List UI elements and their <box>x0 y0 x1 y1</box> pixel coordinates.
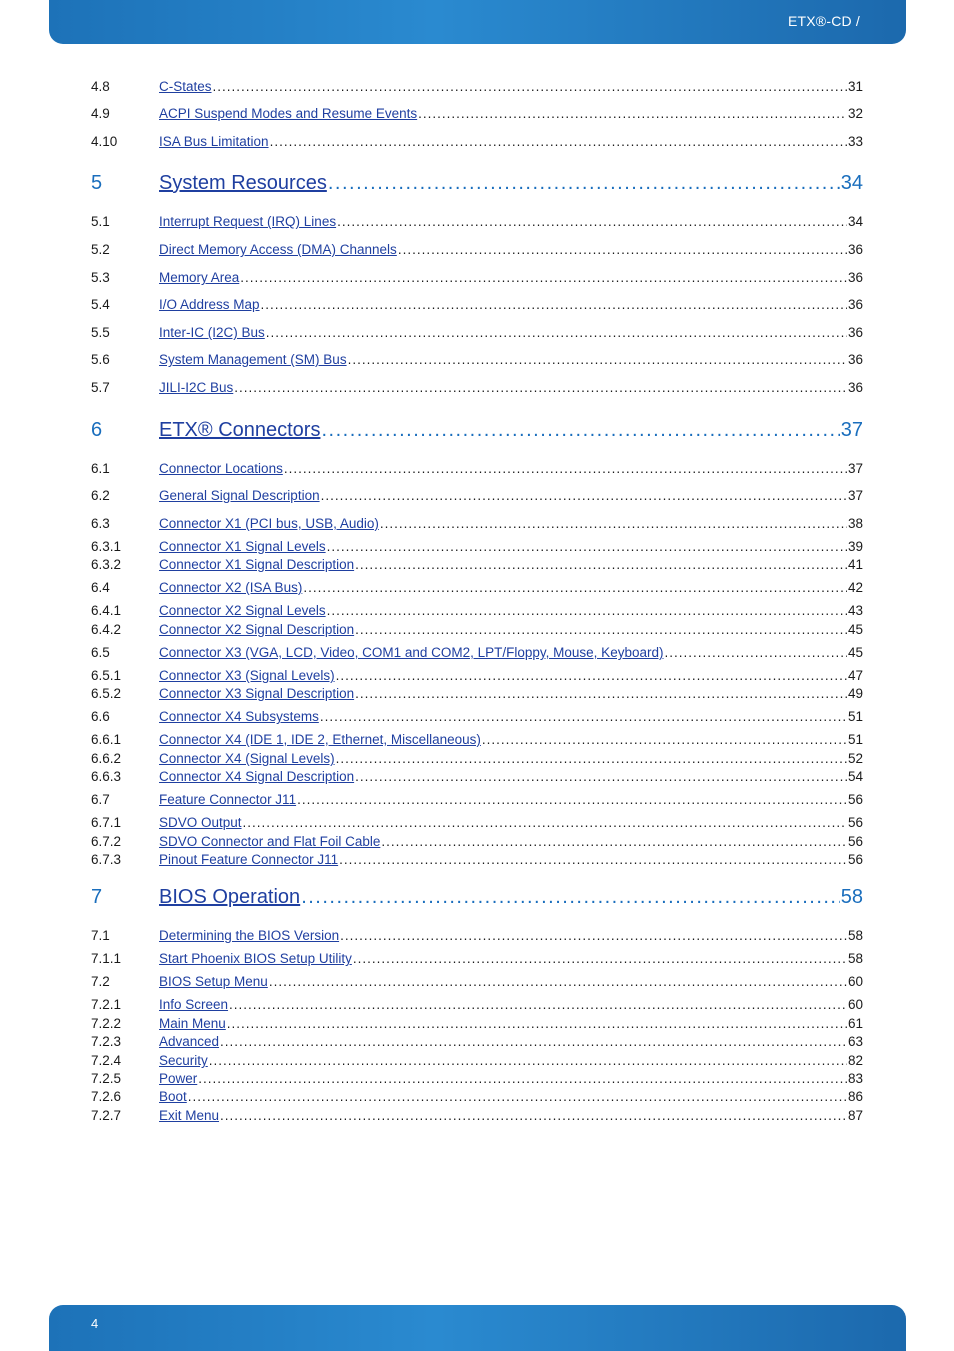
dot-leader <box>261 297 847 313</box>
toc-entry-page: 43 <box>847 603 863 618</box>
toc-entry[interactable] <box>91 603 863 619</box>
toc-entry-number: 4.9 <box>91 106 110 121</box>
dot-leader <box>380 516 847 532</box>
toc-entry[interactable] <box>91 325 863 341</box>
toc-entry-number: 6.7.1 <box>91 815 122 830</box>
toc-entry[interactable] <box>91 418 863 442</box>
toc-entry-page: 49 <box>847 686 863 701</box>
toc-entry-number: 5.6 <box>91 352 110 367</box>
toc-entry[interactable] <box>91 645 863 661</box>
toc-entry-link[interactable]: I/O Address Map <box>159 297 260 312</box>
toc-entry-page: 31 <box>847 79 863 94</box>
toc-entry[interactable] <box>91 709 863 725</box>
dot-leader <box>321 488 847 504</box>
toc-entry-link[interactable]: Pinout Feature Connector J11 <box>159 852 339 867</box>
dot-leader <box>213 79 847 95</box>
toc-entry-link[interactable]: Advanced <box>159 1034 220 1049</box>
toc-entry-link[interactable]: Connector X4 (IDE 1, IDE 2, Ethernet, Miscellaneous) <box>159 732 481 747</box>
toc-entry-page: 47 <box>847 668 863 683</box>
toc-entry[interactable] <box>91 270 863 286</box>
toc-entry-page: 34 <box>847 214 863 229</box>
toc-entry[interactable] <box>91 668 863 684</box>
toc-entry-page: 86 <box>847 1089 863 1104</box>
toc-entry[interactable] <box>91 1053 863 1069</box>
toc-entry-link[interactable]: ACPI Suspend Modes and Resume Events <box>159 106 418 121</box>
toc-entry[interactable] <box>91 539 863 555</box>
toc-entry-page: 37 <box>840 419 863 441</box>
toc-entry-number: 6.4 <box>91 580 110 595</box>
toc-entry[interactable] <box>91 171 863 195</box>
dot-leader <box>664 645 846 661</box>
toc-entry-number: 6.3.1 <box>91 539 122 554</box>
toc-entry-link[interactable]: System Management (SM) Bus <box>159 352 347 367</box>
toc-entry[interactable] <box>91 1071 863 1087</box>
toc-entry-page: 37 <box>847 461 863 476</box>
toc-entry-link[interactable]: Connector Locations <box>159 461 283 476</box>
dot-leader <box>327 539 847 555</box>
toc-entry-number: 7.2.3 <box>91 1034 122 1049</box>
toc-entry[interactable] <box>91 769 863 785</box>
toc-entry-link[interactable]: Connector X4 (Signal Levels) <box>159 751 335 766</box>
toc-entry-page: 36 <box>847 270 863 285</box>
toc-entry[interactable] <box>91 352 863 368</box>
dot-leader <box>243 815 847 831</box>
toc-entry-number: 6 <box>91 419 103 441</box>
toc-entry[interactable] <box>91 580 863 596</box>
toc-entry[interactable] <box>91 792 863 808</box>
toc-entry-page: 60 <box>847 997 863 1012</box>
toc-entry-page: 36 <box>847 325 863 340</box>
toc-entry-link[interactable]: Security <box>159 1053 208 1068</box>
toc-entry-page: 56 <box>847 852 863 867</box>
toc-entry[interactable] <box>91 106 863 122</box>
dot-leader <box>297 792 847 808</box>
toc-entry-link[interactable]: Info Screen <box>159 997 229 1012</box>
toc-entry-link[interactable]: General Signal Description <box>159 488 320 503</box>
toc-entry[interactable] <box>91 885 863 909</box>
page-number: 4 <box>91 1316 99 1331</box>
toc-entry-number: 4.10 <box>91 134 118 149</box>
toc-entry[interactable] <box>91 852 863 868</box>
toc-entry-number: 6.6 <box>91 709 110 724</box>
toc-entry-link[interactable]: Determining the BIOS Version <box>159 928 340 943</box>
toc-entry[interactable] <box>91 834 863 850</box>
toc-entry-page: 87 <box>847 1108 863 1123</box>
toc-entry[interactable] <box>91 516 863 532</box>
toc-entry-link[interactable]: JILI-I2C Bus <box>159 380 234 395</box>
toc-entry-number: 6.7.2 <box>91 834 122 849</box>
toc-entry[interactable] <box>91 951 863 967</box>
toc-entry-link[interactable]: C-States <box>159 79 212 94</box>
toc-entry-page: 33 <box>847 134 863 149</box>
toc-entry-number: 6.3.2 <box>91 557 122 572</box>
footer-band <box>49 1305 906 1351</box>
toc-entry-link[interactable]: Connector X3 (VGA, LCD, Video, COM1 and COM2, LPT/Floppy, Mouse, Keyboard) <box>159 645 664 660</box>
toc-entry-page: 56 <box>847 815 863 830</box>
toc-entry-page: 60 <box>847 974 863 989</box>
dot-leader <box>328 171 840 195</box>
toc-entry-number: 7.2.5 <box>91 1071 122 1086</box>
toc-entry-page: 61 <box>847 1016 863 1031</box>
toc-entry-number: 7.2.4 <box>91 1053 122 1068</box>
dot-leader <box>355 769 847 785</box>
toc-entry-number: 7.2 <box>91 974 110 989</box>
toc-entry-number: 7.1.1 <box>91 951 122 966</box>
toc-entry[interactable] <box>91 1016 863 1032</box>
dot-leader <box>301 885 840 909</box>
dot-leader <box>234 380 847 396</box>
dot-leader <box>227 1016 847 1032</box>
toc-entry-page: 54 <box>847 769 863 784</box>
toc-entry-number: 7.2.1 <box>91 997 122 1012</box>
toc-entry[interactable] <box>91 134 863 150</box>
toc-entry-page: 36 <box>847 352 863 367</box>
dot-leader <box>381 834 847 850</box>
toc-entry[interactable] <box>91 974 863 990</box>
toc-entry-link[interactable]: Boot <box>159 1089 187 1104</box>
toc-entry-link[interactable]: Connector X3 Signal Description <box>159 686 355 701</box>
toc-entry[interactable] <box>91 488 863 504</box>
toc-entry-number: 7.2.7 <box>91 1108 122 1123</box>
toc-entry-link[interactable]: Connector X2 Signal Levels <box>159 603 326 618</box>
toc-entry-link[interactable]: Connector X2 (ISA Bus) <box>159 580 303 595</box>
toc-entry-page: 42 <box>847 580 863 595</box>
toc-entry-number: 6.1 <box>91 461 110 476</box>
toc-entry-link[interactable]: SDVO Connector and Flat Foil Cable <box>159 834 381 849</box>
dot-leader <box>188 1089 847 1105</box>
toc-entry[interactable] <box>91 686 863 702</box>
header-band <box>49 0 906 44</box>
dot-leader <box>339 852 847 868</box>
toc-entry-page: 58 <box>847 928 863 943</box>
header-title: ETX®-CD / <box>787 13 860 29</box>
dot-leader <box>340 928 847 944</box>
dot-leader <box>327 603 847 619</box>
dot-leader <box>284 461 847 477</box>
toc-entry-link[interactable]: Connector X2 Signal Description <box>159 622 355 637</box>
toc-entry[interactable] <box>91 751 863 767</box>
toc-entry[interactable] <box>91 732 863 748</box>
toc-entry[interactable] <box>91 928 863 944</box>
dot-leader <box>266 325 847 341</box>
dot-leader <box>355 557 847 573</box>
toc-entry-link[interactable]: Connector X3 (Signal Levels) <box>159 668 335 683</box>
dot-leader <box>398 242 847 258</box>
dot-leader <box>348 352 847 368</box>
toc-entry-number: 7 <box>91 886 103 908</box>
toc-entry-page: 39 <box>847 539 863 554</box>
toc-entry-page: 34 <box>840 172 863 194</box>
toc-entry-number: 6.6.2 <box>91 751 122 766</box>
toc-entry-number: 5.1 <box>91 214 110 229</box>
toc-entry[interactable] <box>91 815 863 831</box>
toc-entry-page: 51 <box>847 732 863 747</box>
toc-entry-page: 56 <box>847 834 863 849</box>
toc-entry-link[interactable]: ETX® Connectors <box>159 419 321 441</box>
toc-entry-page: 32 <box>847 106 863 121</box>
toc-entry-link[interactable]: Power <box>159 1071 198 1086</box>
toc-entry-page: 51 <box>847 709 863 724</box>
toc-entry[interactable] <box>91 380 863 396</box>
dot-leader <box>240 270 847 286</box>
dot-leader <box>337 214 847 230</box>
toc-entry-number: 5.5 <box>91 325 110 340</box>
toc-entry-link[interactable]: Connector X4 Signal Description <box>159 769 355 784</box>
toc-entry[interactable] <box>91 997 863 1013</box>
dot-leader <box>229 997 847 1013</box>
toc-entry-link[interactable]: ISA Bus Limitation <box>159 134 269 149</box>
toc-entry[interactable] <box>91 79 863 95</box>
toc-entry-page: 58 <box>840 886 863 908</box>
dot-leader <box>355 622 847 638</box>
toc-entry-number: 6.5.2 <box>91 686 122 701</box>
toc-entry-page: 63 <box>847 1034 863 1049</box>
toc-entry-page: 82 <box>847 1053 863 1068</box>
toc-entry-number: 6.4.1 <box>91 603 122 618</box>
toc-entry-page: 83 <box>847 1071 863 1086</box>
dot-leader <box>336 751 847 767</box>
toc-entry-page: 36 <box>847 297 863 312</box>
toc-entry-link[interactable]: System Resources <box>159 172 327 194</box>
toc-entry-number: 7.2.2 <box>91 1016 122 1031</box>
toc-entry-page: 56 <box>847 792 863 807</box>
toc-entry-number: 7.2.6 <box>91 1089 122 1104</box>
toc-entry[interactable] <box>91 1089 863 1105</box>
toc-entry-number: 7.1 <box>91 928 110 943</box>
dot-leader <box>270 134 847 150</box>
toc-entry-link[interactable]: Memory Area <box>159 270 240 285</box>
dot-leader <box>269 974 847 990</box>
toc-entry[interactable] <box>91 297 863 313</box>
dot-leader <box>220 1108 847 1124</box>
toc-entry-number: 5.2 <box>91 242 110 257</box>
toc-entry-link[interactable]: Interrupt Request (IRQ) Lines <box>159 214 337 229</box>
toc-entry-number: 5.7 <box>91 380 110 395</box>
dot-leader <box>209 1053 847 1069</box>
toc-entry[interactable] <box>91 214 863 230</box>
toc-entry[interactable] <box>91 1108 863 1124</box>
toc-entry-number: 6.3 <box>91 516 110 531</box>
toc-entry-number: 6.7 <box>91 792 110 807</box>
toc-entry-page: 38 <box>847 516 863 531</box>
dot-leader <box>321 418 839 442</box>
toc-entry-link[interactable]: SDVO Output <box>159 815 242 830</box>
toc-entry-number: 6.5.1 <box>91 668 122 683</box>
toc-entry-link[interactable]: Connector X1 (PCI bus, USB, Audio) <box>159 516 379 531</box>
dot-leader <box>198 1071 847 1087</box>
toc-entry-page: 37 <box>847 488 863 503</box>
toc-entry-number: 6.2 <box>91 488 110 503</box>
toc-entry-number: 6.6.1 <box>91 732 122 747</box>
dot-leader <box>482 732 847 748</box>
toc-entry-page: 58 <box>847 951 863 966</box>
toc-entry[interactable] <box>91 1034 863 1050</box>
toc-entry-link[interactable]: BIOS Operation <box>159 886 301 908</box>
toc-entry-link[interactable]: Inter-IC (I2C) Bus <box>159 325 265 340</box>
toc-entry-page: 41 <box>847 557 863 572</box>
toc-entry-number: 5.3 <box>91 270 110 285</box>
toc-entry-number: 4.8 <box>91 79 110 94</box>
toc-entry-page: 52 <box>847 751 863 766</box>
toc-entry-link[interactable]: Start Phoenix BIOS Setup Utility <box>159 951 352 966</box>
toc-entry-page: 45 <box>847 622 863 637</box>
dot-leader <box>336 668 847 684</box>
toc-entry-page: 45 <box>847 645 863 660</box>
toc-entry-link[interactable]: Main Menu <box>159 1016 226 1031</box>
toc-entry-link[interactable]: Connector X4 Subsystems <box>159 709 319 724</box>
toc-entry-link[interactable]: BIOS Setup Menu <box>159 974 268 989</box>
toc-entry-link[interactable]: Exit Menu <box>159 1108 220 1123</box>
dot-leader <box>220 1034 847 1050</box>
toc-entry[interactable] <box>91 622 863 638</box>
dot-leader <box>353 951 847 967</box>
toc-entry-page: 36 <box>847 380 863 395</box>
toc-entry-page: 36 <box>847 242 863 257</box>
toc-entry-number: 6.4.2 <box>91 622 122 637</box>
toc-entry-link[interactable]: Connector X1 Signal Levels <box>159 539 326 554</box>
toc-entry[interactable] <box>91 242 863 258</box>
dot-leader <box>418 106 847 122</box>
toc-entry-link[interactable]: Direct Memory Access (DMA) Channels <box>159 242 397 257</box>
toc-entry-number: 5.4 <box>91 297 110 312</box>
toc-entry[interactable] <box>91 461 863 477</box>
toc-entry-number: 5 <box>91 172 103 194</box>
dot-leader <box>303 580 847 596</box>
toc-entry-link[interactable]: Connector X1 Signal Description <box>159 557 355 572</box>
toc-entry-link[interactable]: Feature Connector J11 <box>159 792 297 807</box>
toc-entry-number: 6.7.3 <box>91 852 122 867</box>
dot-leader <box>320 709 847 725</box>
toc-entry[interactable] <box>91 557 863 573</box>
toc-entry-number: 6.5 <box>91 645 110 660</box>
dot-leader <box>355 686 847 702</box>
toc-entry-number: 6.6.3 <box>91 769 122 784</box>
